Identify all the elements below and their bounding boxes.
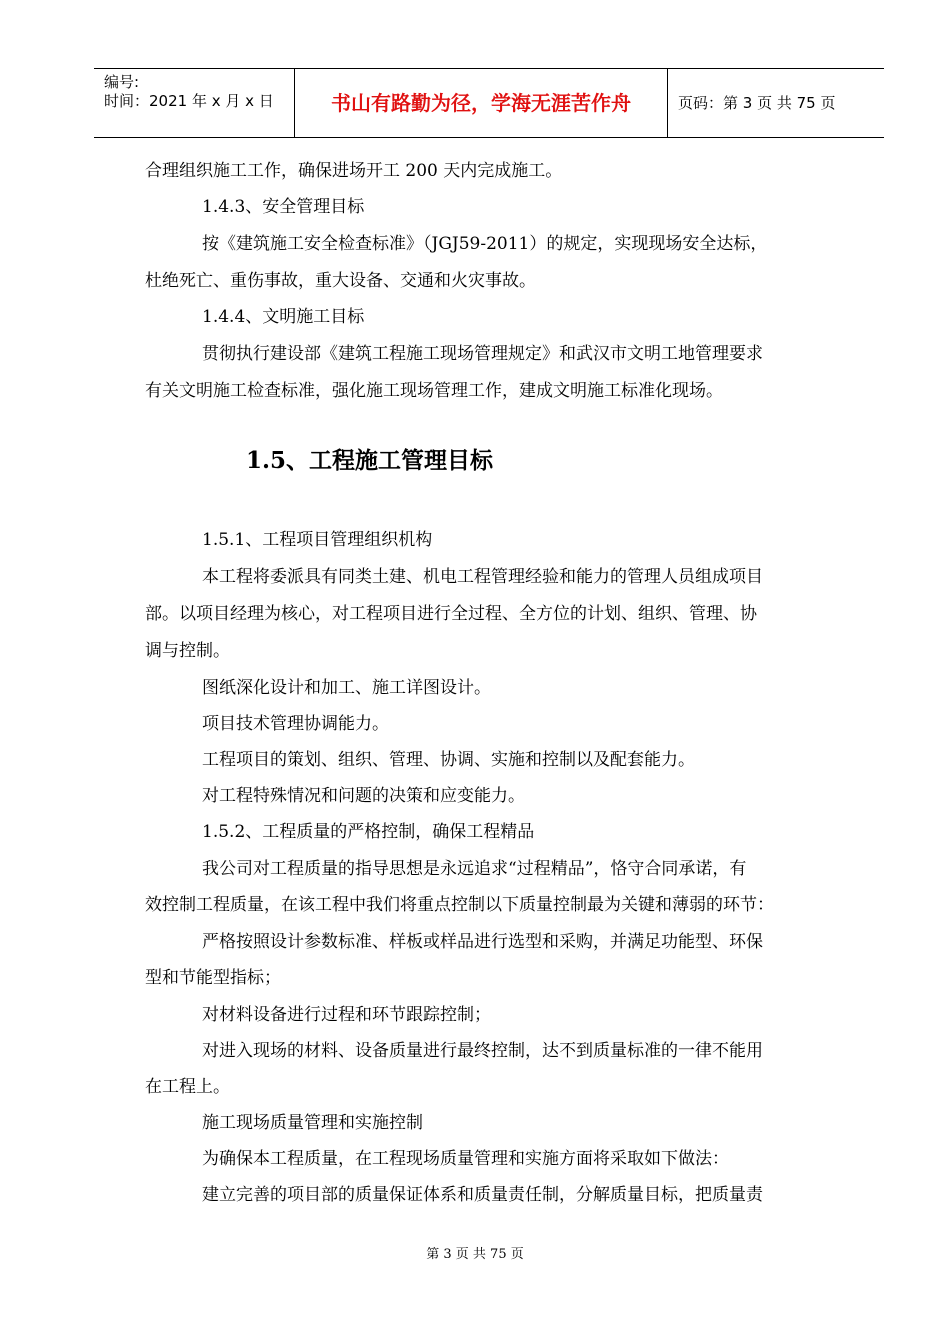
document-number-label: 编号: [104, 73, 140, 91]
paragraph-line: 对材料设备进行过程和环节跟踪控制； [202, 1005, 491, 1025]
paragraph-line: 严格按照设计参数标准、样板或样品进行选型和采购，并满足功能型、环保 [202, 932, 763, 952]
paragraph-line: 型和节能型指标； [145, 968, 281, 988]
subsection-title: 1.4.3、安全管理目标 [202, 197, 365, 217]
paragraph-line: 合理组织施工工作，确保进场开工 200 天内完成施工。 [145, 161, 563, 181]
paragraph-line: 为确保本工程质量，在工程现场质量管理和实施方面将采取如下做法： [202, 1149, 729, 1169]
paragraph-line: 杜绝死亡、重伤事故，重大设备、交通和火灾事故。 [145, 271, 536, 291]
header-motto-cell [295, 69, 668, 137]
paragraph-line: 有关文明施工检查标准，强化施工现场管理工作，建成文明施工标准化现场。 [145, 381, 723, 401]
paragraph-line: 对进入现场的材料、设备质量进行最终控制，达不到质量标准的一律不能用 [202, 1041, 763, 1061]
header-page-cell [668, 69, 884, 137]
section-heading: 1.5、工程施工管理目标 [246, 447, 494, 474]
document-time-label: 时间：2021 年 x 月 x 日 [104, 92, 274, 110]
paragraph-line: 贯彻执行建设部《建筑工程施工现场管理规定》和武汉市文明工地管理要求 [202, 344, 763, 364]
paragraph-line: 我公司对工程质量的指导思想是永远追求“过程精品”，恪守合同承诺，有 [202, 859, 747, 879]
page-footer: 第 3 页 共 75 页 [426, 1247, 524, 1262]
paragraph-line: 工程项目的策划、组织、管理、协调、实施和控制以及配套能力。 [202, 750, 695, 770]
subsection-title: 1.4.4、文明施工目标 [202, 307, 365, 327]
paragraph-line: 效控制工程质量，在该工程中我们将重点控制以下质量控制最为关键和薄弱的环节： [145, 895, 774, 915]
paragraph-line: 调与控制。 [145, 641, 230, 661]
paragraph-line: 施工现场质量管理和实施控制 [202, 1113, 423, 1133]
header-motto: 书山有路勤为径，学海无涯苦作舟 [331, 91, 631, 115]
subsection-title: 1.5.1、工程项目管理组织机构 [202, 530, 433, 550]
paragraph-line: 建立完善的项目部的质量保证体系和质量责任制，分解质量目标，把质量责 [202, 1185, 763, 1205]
page-header [94, 68, 884, 138]
paragraph-line: 对工程特殊情况和问题的决策和应变能力。 [202, 786, 525, 806]
paragraph-line: 本工程将委派具有同类土建、机电工程管理经验和能力的管理人员组成项目 [202, 567, 763, 587]
subsection-title: 1.5.2、工程质量的严格控制，确保工程精品 [202, 822, 535, 842]
paragraph-line: 按《建筑施工安全检查标准》（JGJ59-2011）的规定，实现现场安全达标， [202, 234, 768, 254]
paragraph-line: 部。以项目经理为核心，对工程项目进行全过程、全方位的计划、组织、管理、协 [145, 604, 757, 624]
paragraph-line: 在工程上。 [145, 1077, 230, 1097]
header-info-cell [94, 69, 295, 137]
header-page-code: 页码：第 3 页 共 75 页 [678, 94, 836, 112]
paragraph-line: 图纸深化设计和加工、施工详图设计。 [202, 678, 491, 698]
paragraph-line: 项目技术管理协调能力。 [202, 714, 389, 734]
